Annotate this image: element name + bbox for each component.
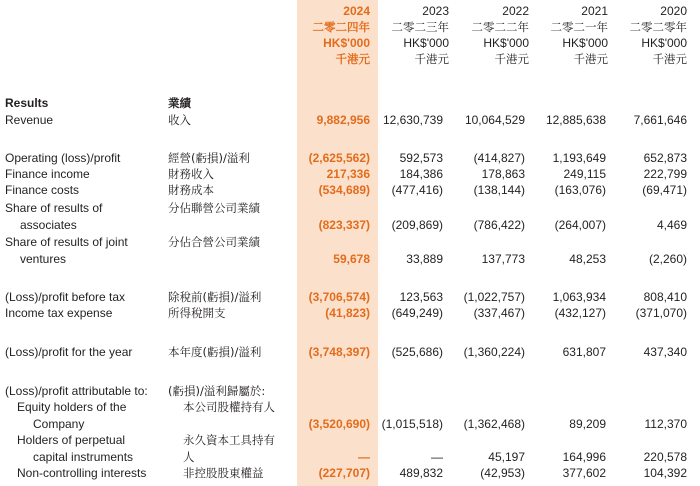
row-label: Share of results of [5,201,103,215]
cell-2024: (227,707) [318,466,370,480]
row-label-zh: (虧損)/溢利歸屬於: [168,384,266,398]
cell-2024: (3,706,574) [308,290,370,304]
header-unit: HK$'000 [483,36,529,50]
row-label: Equity holders of the [17,400,127,414]
row-label: Finance costs [5,183,80,197]
cell-2022: (414,827) [473,151,525,165]
row-label-zh: 非控股股東權益 [183,466,264,480]
cell-2022: (786,422) [473,218,525,232]
row-label-zh-cont: 人 [183,450,195,464]
cell-2020: 808,410 [643,290,687,304]
header-year: 2024 [343,4,370,18]
header-year-zh: 二零二零年 [629,20,687,34]
row-label-zh: 除稅前(虧損)/溢利 [168,290,262,304]
cell-2023: 489,832 [399,466,443,480]
row-label: (Loss)/profit attributable to: [5,384,148,398]
cell-2023: 33,889 [406,252,443,266]
row-label-zh: 經營(虧損)/溢利 [168,151,250,165]
header-year: 2021 [581,4,608,18]
row-label-cont: capital instruments [33,450,134,464]
cell-2020: 4,469 [656,218,687,232]
row-label-zh: 財務收入 [168,167,214,181]
row-label-zh: 收入 [168,113,191,127]
header-2024 [313,3,371,67]
cell-2023: (477,416) [391,183,443,197]
row-label-cont: associates [20,218,77,232]
header-year-zh: 二零二三年 [391,20,449,34]
header-year: 2023 [422,4,449,18]
cell-2020: (2,260) [648,252,687,266]
header-year-zh: 二零二二年 [471,20,529,34]
cell-2022: 45,197 [488,450,525,464]
cell-2023: (525,686) [391,345,443,359]
cell-2020: 112,370 [644,417,687,431]
cell-2021: (264,007) [554,218,606,232]
header-unit-zh: 千港元 [652,52,687,66]
cell-2021: 164,996 [562,450,606,464]
cell-2021: 89,209 [569,417,606,431]
row-label: Holders of perpetual [17,433,126,447]
cell-2022: 10,064,529 [464,113,525,127]
cell-2020: 104,392 [643,466,687,480]
cell-2020: 652,873 [643,151,687,165]
row-label-zh: 財務成本 [168,183,214,197]
row-label-zh: 所得稅開支 [168,306,226,320]
row-label: Revenue [5,113,54,127]
cell-2020: 220,578 [643,450,687,464]
header-2020 [630,3,688,67]
highlight-column-2024 [297,0,378,486]
row-label: Share of results of joint [5,235,128,249]
cell-2021: (163,076) [554,183,606,197]
cell-2024: (2,625,562) [308,151,370,165]
cell-2023: 592,573 [399,151,443,165]
cell-2020: 222,799 [643,167,687,181]
cell-2021: 48,253 [569,252,606,266]
cell-2023: (649,249) [391,306,443,320]
cell-2024: (3,748,397) [308,345,370,359]
cell-2024: 9,882,956 [316,113,370,127]
row-label-zh: 本公司股權持有人 [183,400,275,414]
cell-2023: 12,630,739 [382,113,443,127]
header-unit-zh: 千港元 [335,52,370,66]
cell-2022: (138,144) [473,183,525,197]
header-2022 [472,3,530,67]
header-unit-zh: 千港元 [494,52,529,66]
cell-2024: — [358,450,370,464]
cell-2021: 1,063,934 [552,290,606,304]
row-label-zh: 永久資本工具持有 [183,433,275,447]
cell-2022: 137,773 [481,252,525,266]
cell-2023: 123,563 [399,290,443,304]
cell-2022: (42,953) [480,466,525,480]
header-year-zh: 二零二一年 [550,20,608,34]
cell-2020: (371,070) [635,306,687,320]
cell-2024: (3,520,690) [308,417,370,431]
section-title: Results [5,96,49,110]
cell-2021: 377,602 [562,466,606,480]
cell-2024: 59,678 [333,252,370,266]
section-title-zh: 業績 [168,96,191,110]
cell-2021: 631,807 [562,345,606,359]
row-label: Operating (loss)/profit [5,151,121,165]
header-year: 2022 [502,4,529,18]
cell-2020: 7,661,646 [633,113,687,127]
header-2023 [392,3,450,67]
cell-2021: (432,127) [554,306,606,320]
cell-2024: 217,336 [326,167,370,181]
header-unit-zh: 千港元 [414,52,449,66]
row-label: (Loss)/profit for the year [5,345,133,359]
cell-2023: — [431,450,443,464]
header-unit: HK$'000 [403,36,449,50]
row-label: Income tax expense [5,306,113,320]
cell-2024: (823,337) [318,218,370,232]
row-label: Non-controlling interests [17,466,147,480]
header-year-zh: 二零二四年 [312,20,370,34]
row-label: (Loss)/profit before tax [5,290,126,304]
cell-2022: (337,467) [473,306,525,320]
row-label-zh: 本年度(虧損)/溢利 [168,345,262,359]
cell-2022: 178,863 [481,167,525,181]
header-unit: HK$'000 [641,36,687,50]
row-label-cont: ventures [20,252,67,266]
cell-2020: (69,471) [642,183,687,197]
cell-2020: 437,340 [643,345,687,359]
row-label-zh: 分佔聯營公司業績 [168,201,260,215]
cell-2022: (1,022,757) [463,290,525,304]
cell-2023: (209,869) [391,218,443,232]
cell-2021: 12,885,638 [545,113,606,127]
cell-2023: 184,386 [399,167,443,181]
row-label-zh: 分佔合營公司業績 [168,235,260,249]
cell-2023: (1,015,518) [381,417,443,431]
header-unit: HK$'000 [323,36,370,50]
cell-2022: (1,362,468) [463,417,525,431]
cell-2024: (41,823) [325,306,370,320]
cell-2024: (534,689) [318,183,370,197]
cell-2021: 1,193,649 [552,151,606,165]
header-year: 2020 [660,4,687,18]
cell-2022: (1,360,224) [463,345,525,359]
header-2021 [551,3,609,67]
row-label: Finance income [5,167,90,181]
header-unit-zh: 千港元 [573,52,608,66]
cell-2021: 249,115 [563,167,606,181]
header-unit: HK$'000 [562,36,608,50]
row-label-cont: Company [33,417,85,431]
